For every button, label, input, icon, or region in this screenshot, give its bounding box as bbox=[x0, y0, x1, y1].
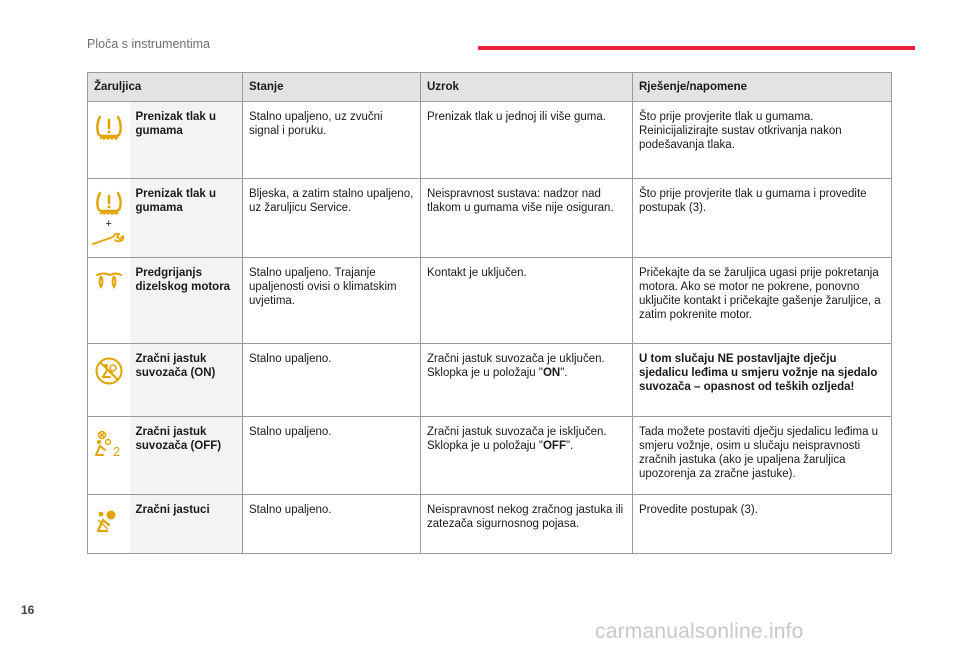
service-wrench-icon bbox=[91, 232, 127, 246]
state-cell: Stalno upaljeno. Trajanje upaljenosti ovisi o klimatskim uvjetima. bbox=[243, 258, 421, 344]
warning-lights-table bbox=[87, 72, 892, 554]
col-header-state: Stanje bbox=[243, 73, 421, 102]
cause-cell: Prenizak tlak u jednoj ili više guma. bbox=[421, 102, 633, 179]
table-row bbox=[88, 258, 892, 344]
table-row bbox=[88, 344, 892, 417]
cause-cell: Neispravnost sustava: nadzor nad tlakom u gumama više nije osiguran. bbox=[421, 179, 633, 258]
col-header-cause: Uzrok bbox=[421, 73, 633, 102]
cause-cell: Kontakt je uključen. bbox=[421, 258, 633, 344]
page-header-title: Ploča s instrumentima bbox=[87, 37, 210, 51]
header-accent-rule bbox=[478, 46, 915, 50]
table-row bbox=[88, 102, 892, 179]
lamp-name: Prenizak tlak u gumama bbox=[130, 102, 243, 179]
table-row bbox=[88, 179, 892, 258]
lamp-name: Zračni jastuk suvozača (OFF) bbox=[130, 417, 243, 495]
state-cell: Stalno upaljeno. bbox=[243, 344, 421, 417]
passenger-airbag-on-icon bbox=[94, 356, 124, 386]
remedy-cell: Pričekajte da se žaruljica ugasi prije pokretanja motora. Ako se motor ne pokrene, ponovno uključite kontakt i pričekajte gašenje žaruljice, a zatim pokrenite motor. bbox=[633, 258, 892, 344]
tyre-pressure-warning-icon bbox=[94, 114, 124, 142]
glow-plug-icon bbox=[94, 270, 124, 290]
table-row bbox=[88, 417, 892, 495]
remedy-cell: Što prije provjerite tlak u gumama. Reinicijalizirajte sustav otkrivanja nakon podešavanja tlaka. bbox=[633, 102, 892, 179]
state-cell: Stalno upaljeno. bbox=[243, 417, 421, 495]
lamp-name: Zračni jastuci bbox=[130, 495, 243, 554]
table-header-row bbox=[88, 73, 892, 102]
state-cell: Stalno upaljeno. bbox=[243, 495, 421, 554]
remedy-cell: U tom slučaju NE postavljajte dječju sjedalicu leđima u smjeru vožnje na sjedalo suvozača – opasnost od teških ozljeda! bbox=[633, 344, 892, 417]
remedy-cell: Provedite postupak (3). bbox=[633, 495, 892, 554]
remedy-cell: Tada možete postaviti dječju sjedalicu leđima u smjeru vožnje, osim u slučaju neispravnosti zračnih jastuka (ako je upaljena žaruljica upozorenja za zračne jastuke). bbox=[633, 417, 892, 495]
lamp-name: Zračni jastuk suvozača (ON) bbox=[130, 344, 243, 417]
plus-sign: + bbox=[105, 218, 112, 230]
table-row bbox=[88, 495, 892, 554]
tyre-pressure-warning-icon bbox=[94, 191, 124, 217]
col-header-remedy: Rješenje/napomene bbox=[633, 73, 892, 102]
page-number: 16 bbox=[21, 603, 35, 617]
cause-cell: Neispravnost nekog zračnog jastuka ili zatezača sigurnosnog pojasa. bbox=[421, 495, 633, 554]
svg-text:2: 2 bbox=[112, 444, 120, 459]
cause-cell: Zračni jastuk suvozača je isključen. Sklopka je u položaju "OFF". bbox=[421, 417, 633, 495]
passenger-airbag-off-icon bbox=[93, 429, 125, 459]
state-cell: Bljeska, a zatim stalno upaljeno, uz žaruljicu Service. bbox=[243, 179, 421, 258]
lamp-name: Predgrijanjs dizelskog motora bbox=[130, 258, 243, 344]
state-cell: Stalno upaljeno, uz zvučni signal i poruku. bbox=[243, 102, 421, 179]
watermark: carmanualsonline.info bbox=[595, 620, 804, 643]
lamp-name: Prenizak tlak u gumama bbox=[130, 179, 243, 258]
cause-cell: Zračni jastuk suvozača je uključen. Sklopka je u položaju "ON". bbox=[421, 344, 633, 417]
col-header-lamp: Žaruljica bbox=[88, 73, 243, 102]
airbags-icon bbox=[94, 507, 124, 535]
remedy-cell: Što prije provjerite tlak u gumama i provedite postupak (3). bbox=[633, 179, 892, 258]
